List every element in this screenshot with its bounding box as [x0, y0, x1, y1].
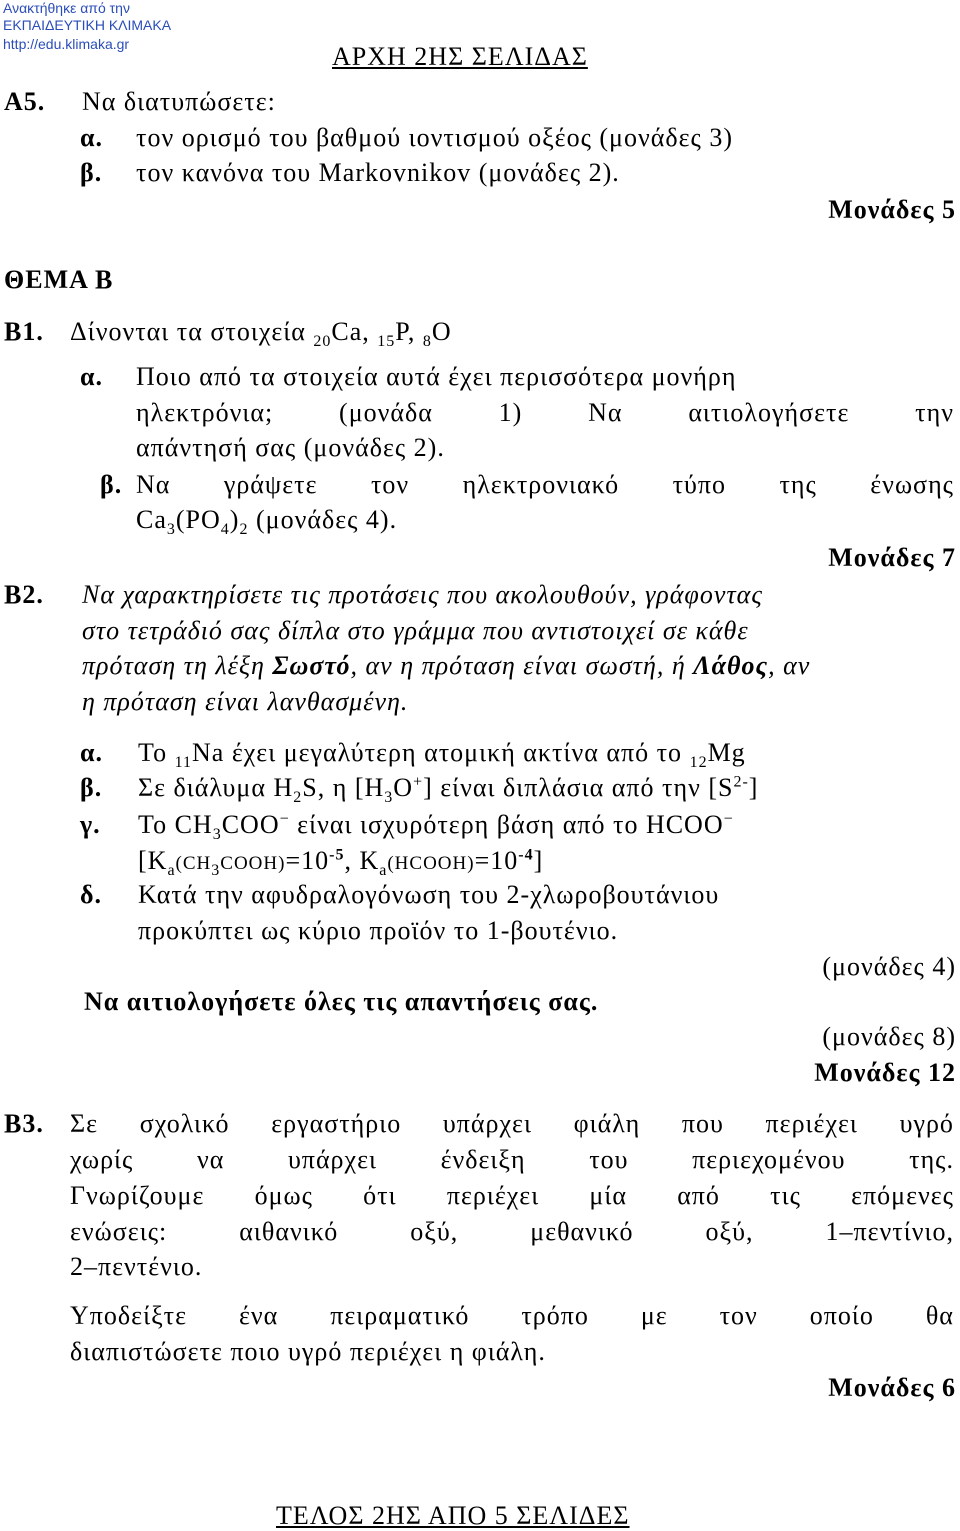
b1-b-line-1: Να γράψετε τον ηλεκτρονιακό τύπο της ένωσης — [136, 470, 954, 499]
b3-line-1: Σε σχολικό εργαστήριο υπάρχει φιάλη που περιέχει υγρό — [70, 1109, 954, 1138]
b3-line-7: διαπιστώσετε ποιο υγρό περιέχει η φιάλη. — [70, 1337, 546, 1366]
b2-intro-line-2: στο τετράδιό σας δίπλα στο γράμμα που αντιστοιχεί σε κάθε — [82, 616, 749, 645]
page-footer: ΤΕΛΟΣ 2ΗΣ ΑΠΟ 5 ΣΕΛΙΔΕΣ — [276, 1501, 630, 1530]
word-wrong: Λάθος — [693, 651, 769, 680]
b2-a-text: Το $_{11}$Na έχει μεγαλύτερη ατομική ακτίνα από το $_{12}$Mg — [138, 738, 746, 772]
b2-d-line-1: Κατά την αφυδραλογόνωση του 2-χλωροβουτάνιου — [138, 880, 720, 909]
b3-line-2: χωρίς να υπάρχει ένδειξη του περιεχομένου της. — [70, 1145, 954, 1174]
b3-points: Μονάδες 6 — [828, 1373, 956, 1402]
b2-g-constants: [$K_a(CH_3COOH)=10^{-5}$, $K_a(HCOOH)=10^{-4}$] — [138, 846, 544, 880]
b1-b-label: β. — [100, 470, 123, 499]
b2-g-label: γ. — [80, 810, 101, 839]
b3-line-4: ενώσεις: αιθανικό οξύ, μεθανικό οξύ, 1–πεντίνιο, — [70, 1217, 954, 1246]
word-correct: Σωστό — [272, 651, 351, 680]
question-number-a5: Α5. — [4, 87, 46, 116]
b2-b-text: Σε διάλυμα $H_2S$, η $[H_3O^+]$ είναι διπλάσια από την $[S^{2-}]$ — [138, 773, 759, 807]
watermark-link[interactable]: http://edu.klimaka.gr — [3, 36, 130, 52]
question-number-b2: Β2. — [4, 580, 44, 609]
theme-b-title: ΘΕΜΑ Β — [4, 265, 114, 294]
a5-points: Μονάδες 5 — [828, 195, 956, 224]
b3-line-3: Γνωρίζουμε όμως ότι περιέχει μία από τις επόμενες — [70, 1181, 954, 1210]
b2-points: Μονάδες 12 — [814, 1058, 956, 1087]
b1-points: Μονάδες 7 — [828, 543, 956, 572]
a5-a-text: τον ορισμό του βαθμού ιοντισμού οξέος (μονάδες 3) — [136, 123, 733, 152]
b2-intro-line-3: πρόταση τη λέξη Σωστό, αν η πρόταση είναι σωστή, ή Λάθος, αν — [82, 651, 811, 680]
question-number-b1: Β1. — [4, 317, 44, 346]
b1-b-formula: $Ca_3(PO_4)_2$ (μονάδες 4). — [136, 505, 398, 539]
b2-d-line-2: προκύπτει ως κύριο προϊόν το 1-βουτένιο. — [138, 916, 619, 945]
page-header: ΑΡΧΗ 2ΗΣ ΣΕΛΙΔΑΣ — [332, 42, 588, 71]
b2-a-label: α. — [80, 738, 104, 767]
b2-b-label: β. — [80, 773, 103, 802]
b3-line-6: Υποδείξτε ένα πειραματικό τρόπο με τον οποίο θα — [70, 1301, 954, 1330]
b1-a-line-3: απάντησή σας (μονάδες 2). — [136, 433, 445, 462]
a5-intro: Να διατυπώσετε: — [82, 87, 276, 116]
b1-intro: Δίνονται τα στοιχεία $_{20}$Ca, $_{15}$P, $_8$O — [70, 317, 452, 351]
b2-g-text: Το $CH_3COO^-$ είναι ισχυρότερη βάση από το HCOO− — [138, 810, 734, 844]
b2-points-8: (μονάδες 8) — [822, 1022, 956, 1051]
b1-a-label: α. — [80, 362, 104, 391]
watermark-line-2: ΕΚΠΑΙΔΕΥΤΙΚΗ ΚΛΙΜΑΚΑ — [3, 17, 172, 33]
b2-intro-line-1: Να χαρακτηρίσετε τις προτάσεις που ακολουθούν, γράφοντας — [82, 580, 763, 609]
a5-b-text: τον κανόνα του Markovnikov (μονάδες 2). — [136, 158, 620, 187]
a5-b-label: β. — [80, 158, 103, 187]
b2-justify: Να αιτιολογήσετε όλες τις απαντήσεις σας. — [84, 987, 599, 1016]
watermark-line-1: Ανακτήθηκε από την — [3, 0, 130, 16]
b2-points-4: (μονάδες 4) — [822, 952, 956, 981]
b2-intro-line-4: η πρόταση είναι λανθασμένη. — [82, 687, 409, 716]
question-number-b3: Β3. — [4, 1109, 44, 1138]
b2-d-label: δ. — [80, 880, 102, 909]
b3-line-5: 2–πεντένιο. — [70, 1252, 203, 1281]
a5-a-label: α. — [80, 123, 104, 152]
b1-a-line-1: Ποιο από τα στοιχεία αυτά έχει περισσότερα μονήρη — [136, 362, 737, 391]
b1-a-line-2: ηλεκτρόνια; (μονάδα 1) Να αιτιολογήσετε την — [136, 398, 954, 427]
